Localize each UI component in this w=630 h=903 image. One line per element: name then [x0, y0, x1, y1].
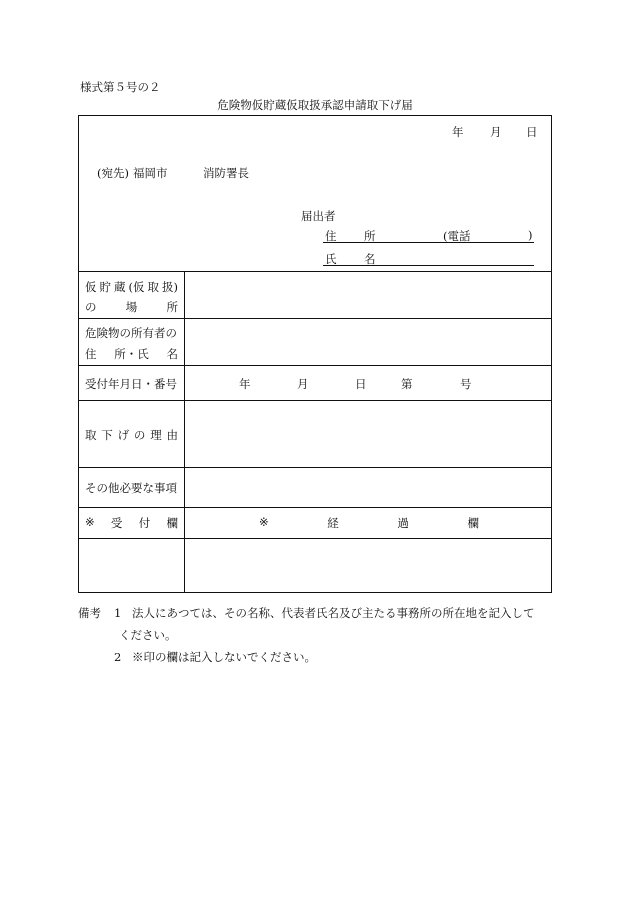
progress-label: ※ 経 過 欄 [259, 515, 479, 530]
notifier-label: 届出者 [301, 209, 336, 223]
receipt-no-prefix: 第 [401, 377, 413, 391]
date-year: 年 [452, 125, 464, 139]
other-label: その他必要な事項 [85, 481, 177, 495]
location-value[interactable] [185, 272, 552, 318]
addressee-prefix: (宛先) [97, 166, 129, 180]
address-underline [323, 242, 534, 243]
phone-label: (電話 [443, 229, 471, 243]
name-underline [323, 265, 534, 266]
receipt-no-suffix: 号 [460, 377, 472, 391]
note-number: 1 [114, 606, 122, 620]
address-label-1: 住 [325, 229, 337, 243]
location-label-line2: の 場 所 [85, 300, 178, 314]
location-label-line1: 仮 貯 蔵 (仮 取 扱) [85, 280, 178, 294]
receipt-label: 受付年月日・番号 [85, 377, 177, 391]
name-label-1: 氏 [325, 252, 337, 266]
remarks-label: 備考 [78, 606, 101, 620]
receipt-month: 月 [297, 377, 309, 391]
address-label-2: 所 [364, 229, 376, 243]
reception-label: ※ 受 付 欄 [85, 515, 178, 530]
form-table [78, 115, 552, 593]
owner-label-line2: 住 所・氏 名 [85, 347, 178, 361]
addressee-chief: 消防署長 [203, 166, 249, 180]
row-divider [79, 507, 551, 508]
owner-value[interactable] [185, 319, 552, 365]
addressee-city: 福岡市 [133, 166, 168, 180]
note-text: 法人にあつては、その名称、代表者氏名及び主たる事務所の所在地を記入して [132, 606, 535, 620]
date-day: 日 [526, 125, 538, 139]
note-text: ※印の欄は記入しないでください。 [132, 650, 316, 664]
phone-close: ) [528, 228, 533, 242]
row-divider [79, 538, 551, 539]
receipt-day: 日 [355, 377, 367, 391]
note-text-continued: ください。 [119, 628, 177, 642]
document-title: 危険物仮貯蔵仮取扱承認申請取下げ届 [217, 98, 413, 112]
reason-label: 取 下 げ の 理 由 [85, 428, 178, 442]
form-number: 様式第５号の２ [80, 80, 161, 94]
note-number: 2 [114, 650, 122, 664]
other-value[interactable] [185, 468, 552, 507]
date-month: 月 [490, 125, 502, 139]
name-label-2: 名 [364, 252, 376, 266]
reason-value[interactable] [185, 401, 552, 467]
owner-label-line1: 危険物の所有者の [85, 326, 177, 340]
receipt-year: 年 [239, 377, 251, 391]
remarks [78, 602, 558, 668]
row-divider [79, 365, 551, 366]
